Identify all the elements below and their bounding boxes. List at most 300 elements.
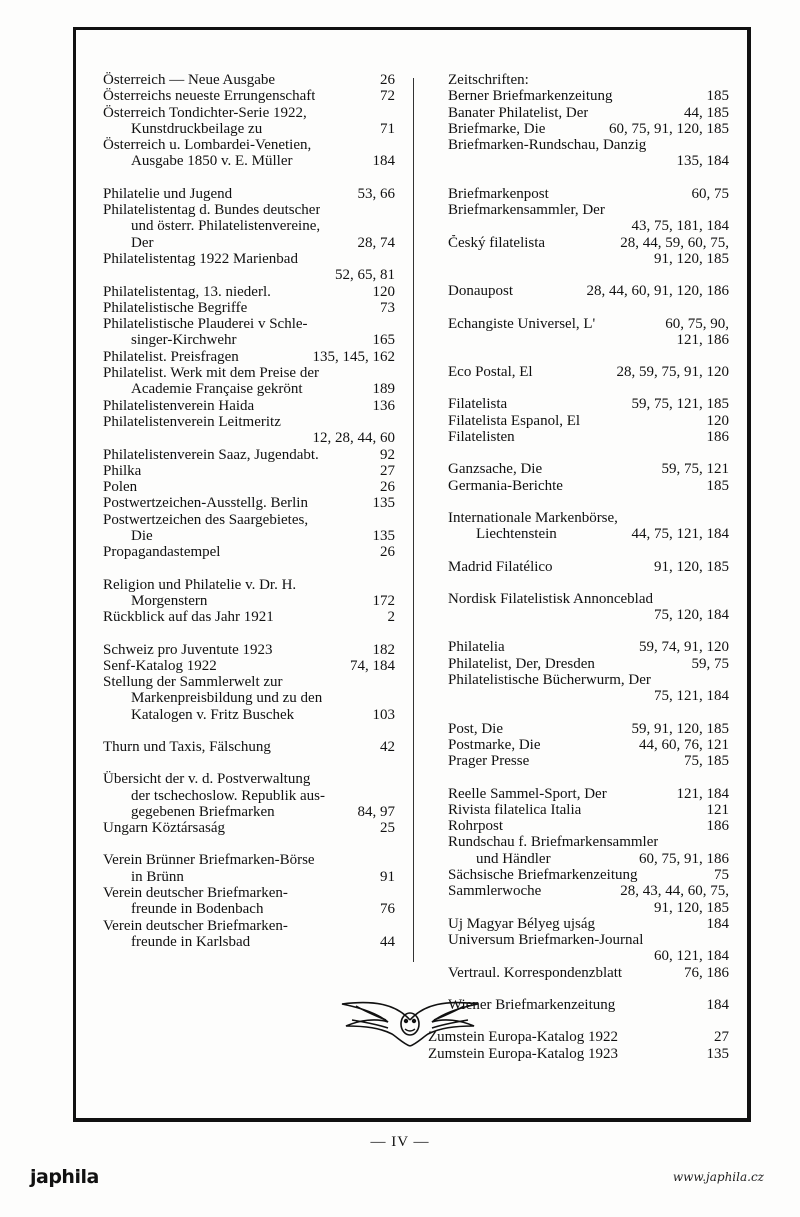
entry-title: Rivista filatelica Italia xyxy=(448,801,582,818)
index-block xyxy=(448,997,729,1013)
index-block xyxy=(448,316,729,349)
entry-line xyxy=(103,739,395,755)
entry-title: Österreich Tondichter-Serie 1922, xyxy=(103,104,307,121)
entry-line xyxy=(448,559,729,575)
entry-pages: 189 xyxy=(372,381,395,398)
entry-title: Germania-Berichte xyxy=(448,477,563,494)
entry-pages: 44, 75, 121, 184 xyxy=(631,526,729,543)
entry-pages: 60, 121, 184 xyxy=(654,948,729,965)
entry-line xyxy=(103,218,395,234)
entry-pages: 27 xyxy=(380,462,395,479)
entry-title: Postwertzeichen des Saargebietes, xyxy=(103,511,309,528)
entry-title: Ausgabe 1850 v. E. Müller xyxy=(131,153,293,170)
entry-title: Briefmarken-Rundschau, Danzig xyxy=(448,137,647,154)
entry-pages: 92 xyxy=(380,446,395,463)
index-block xyxy=(103,852,395,950)
entry-pages: 184 xyxy=(372,153,395,170)
entry-title: Polen xyxy=(103,479,138,496)
entry-title: und österr. Philatelistenvereine, xyxy=(131,218,321,235)
entry-line xyxy=(103,609,395,625)
index-entry xyxy=(103,251,395,284)
entry-line xyxy=(448,396,729,412)
index-block xyxy=(103,642,395,723)
entry-pages: 59, 75, 121 xyxy=(661,461,729,478)
entry-title: Vertraul. Korrespondenzblatt xyxy=(448,964,623,981)
entry-title: Postmarke, Die xyxy=(448,736,541,753)
entry-line xyxy=(103,137,395,153)
entry-line xyxy=(448,413,729,429)
entry-title: Echangiste Universel, L' xyxy=(448,315,596,332)
entry-line xyxy=(103,577,395,593)
entry-title: Philatelist, Der, Dresden xyxy=(448,655,595,672)
index-entry xyxy=(103,349,395,365)
entry-title: Thurn und Taxis, Fälschung xyxy=(103,738,271,755)
entry-line xyxy=(103,235,395,251)
entry-line xyxy=(448,672,729,688)
entry-title: Filatelista Espanol, El xyxy=(448,412,581,429)
entry-line xyxy=(448,429,729,445)
index-entry xyxy=(103,479,395,495)
entry-line xyxy=(448,461,729,477)
entry-title: Banater Philatelist, Der xyxy=(448,104,589,121)
index-entry xyxy=(103,512,395,545)
entry-title: Verein Brünner Briefmarken-Börse xyxy=(103,852,315,869)
index-block xyxy=(448,396,729,445)
entry-line xyxy=(448,737,729,753)
index-entry xyxy=(448,834,729,867)
entry-pages: 182 xyxy=(372,641,395,658)
entry-pages: 12, 28, 44, 60 xyxy=(312,430,395,447)
index-column-left xyxy=(103,72,395,966)
entry-pages: 172 xyxy=(372,592,395,609)
entry-title: Eco Postal, El xyxy=(448,364,533,381)
entry-line xyxy=(448,802,729,818)
entry-title: Madrid Filatélico xyxy=(448,558,553,575)
entry-title: Uj Magyar Bélyeg ujság xyxy=(448,915,596,932)
entry-pages: 28, 59, 75, 91, 120 xyxy=(616,364,729,381)
index-entry xyxy=(103,739,395,755)
entry-title: Katalogen v. Fritz Buschek xyxy=(131,706,295,723)
entry-title: Universum Briefmarken-Journal xyxy=(448,932,644,949)
entry-line xyxy=(103,202,395,218)
index-entry xyxy=(103,72,395,88)
entry-pages: 75 xyxy=(714,866,729,883)
entry-title: Wiener Briefmarkenzeitung xyxy=(448,997,616,1014)
entry-title: Markenpreisbildung und zu den xyxy=(131,690,323,707)
entry-title: Propagandastempel xyxy=(103,544,221,561)
entry-line xyxy=(448,948,729,964)
index-entry xyxy=(448,916,729,932)
entry-title: Briefmarkenpost xyxy=(448,185,549,202)
entry-pages: 185 xyxy=(706,88,729,105)
index-entry xyxy=(448,235,729,268)
index-entry xyxy=(103,544,395,560)
entry-title: Academie Française gekrönt xyxy=(131,381,303,398)
entry-pages: 135, 184 xyxy=(676,153,729,170)
entry-line xyxy=(448,218,729,234)
index-entry xyxy=(448,510,729,543)
entry-line xyxy=(103,88,395,104)
index-entry xyxy=(448,283,729,299)
entry-pages: 28, 44, 59, 60, 75, xyxy=(620,234,729,251)
index-column-right xyxy=(428,72,729,1078)
entry-line xyxy=(103,251,395,267)
index-entry xyxy=(448,818,729,834)
entry-line xyxy=(103,918,395,934)
index-entry xyxy=(103,137,395,170)
index-entry xyxy=(103,642,395,658)
entry-line xyxy=(448,316,729,332)
entry-title: Briefmarke, Die xyxy=(448,120,546,137)
index-entry xyxy=(103,398,395,414)
entry-line xyxy=(103,674,395,690)
entry-line xyxy=(103,316,395,332)
entry-pages: 60, 75, 91, 186 xyxy=(639,850,729,867)
index-entry xyxy=(448,559,729,575)
entry-pages: 184 xyxy=(706,997,729,1014)
entry-pages: 44, 185 xyxy=(684,104,729,121)
index-entry xyxy=(448,883,729,916)
index-block xyxy=(448,786,729,982)
entry-pages: 84, 97 xyxy=(357,803,395,820)
entry-line xyxy=(448,121,729,137)
entry-pages: 165 xyxy=(372,332,395,349)
index-entry xyxy=(448,186,729,202)
entry-line xyxy=(103,934,395,950)
entry-line xyxy=(448,251,729,267)
entry-pages: 120 xyxy=(706,412,729,429)
entry-line xyxy=(103,284,395,300)
index-entry xyxy=(103,885,395,918)
index-entry xyxy=(448,965,729,981)
index-entry xyxy=(103,284,395,300)
entry-pages: 91 xyxy=(380,868,395,885)
index-entry xyxy=(448,121,729,137)
page-number: — IV — xyxy=(370,1134,430,1150)
entry-line xyxy=(448,478,729,494)
entry-title: der tschechoslow. Republik aus- xyxy=(131,787,325,804)
entry-title: Philatelistenverein Leitmeritz xyxy=(103,413,281,430)
entry-title: Kunstdruckbeilage zu xyxy=(131,120,263,137)
entry-line xyxy=(448,753,729,769)
entry-line xyxy=(448,105,729,121)
entry-title: Sächsische Briefmarkenzeitung xyxy=(448,866,638,883)
entry-pages: 75, 120, 184 xyxy=(654,607,729,624)
entry-line xyxy=(103,398,395,414)
index-entry xyxy=(448,461,729,477)
index-block xyxy=(448,72,729,170)
index-entry xyxy=(448,202,729,235)
index-block xyxy=(103,72,395,170)
entry-title: Reelle Sammel-Sport, Der xyxy=(448,785,607,802)
index-entry xyxy=(448,672,729,705)
index-entry xyxy=(448,413,729,429)
entry-pages: 135 xyxy=(706,1045,729,1062)
index-block xyxy=(448,591,729,624)
entry-pages: 135 xyxy=(372,495,395,512)
index-entry xyxy=(103,316,395,349)
entry-line xyxy=(103,593,395,609)
index-entry xyxy=(448,364,729,380)
index-entry xyxy=(103,495,395,511)
entry-pages: 184 xyxy=(706,915,729,932)
entry-title: Ganzsache, Die xyxy=(448,461,543,478)
entry-line xyxy=(103,642,395,658)
index-entry xyxy=(448,656,729,672)
index-entry xyxy=(103,300,395,316)
entry-line xyxy=(103,771,395,787)
entry-line xyxy=(103,349,395,365)
entry-line xyxy=(103,852,395,868)
entry-title: Philatelistentag d. Bundes deutscher xyxy=(103,202,321,219)
entry-pages: 28, 44, 60, 91, 120, 186 xyxy=(586,283,729,300)
index-entry xyxy=(448,105,729,121)
entry-pages: 120 xyxy=(372,283,395,300)
entry-line xyxy=(448,639,729,655)
entry-title: Verein deutscher Briefmarken- xyxy=(103,917,288,934)
index-entry xyxy=(103,463,395,479)
entry-line xyxy=(448,834,729,850)
entry-title: Österreichs neueste Errungenschaft xyxy=(103,88,316,105)
index-block xyxy=(448,364,729,380)
index-entry xyxy=(448,753,729,769)
entry-line xyxy=(448,688,729,704)
entry-pages: 91, 120, 185 xyxy=(654,250,729,267)
entry-title: Berner Briefmarkenzeitung xyxy=(448,88,613,105)
entry-pages: 43, 75, 181, 184 xyxy=(631,218,729,235)
index-block xyxy=(103,739,395,755)
index-entry xyxy=(448,786,729,802)
index-entry xyxy=(448,429,729,445)
index-block xyxy=(448,510,729,543)
entry-pages: 186 xyxy=(706,429,729,446)
index-entry xyxy=(448,802,729,818)
entry-line xyxy=(448,997,729,1013)
entry-line xyxy=(448,235,729,251)
entry-title: in Brünn xyxy=(131,868,184,885)
entry-pages: 103 xyxy=(372,706,395,723)
entry-title: Senf-Katalog 1922 xyxy=(103,657,217,674)
entry-title: Postwertzeichen-Ausstellg. Berlin xyxy=(103,495,308,512)
entry-title: und Händler xyxy=(476,850,551,867)
entry-pages: 25 xyxy=(380,820,395,837)
entry-line xyxy=(103,447,395,463)
entry-title: Ungarn Köztársaság xyxy=(103,820,226,837)
entry-title: Sammlerwoche xyxy=(448,883,542,900)
entry-pages: 135, 145, 162 xyxy=(312,348,395,365)
index-entry xyxy=(448,478,729,494)
entry-title: Österreich — Neue Ausgabe xyxy=(103,72,276,88)
entry-line xyxy=(103,512,395,528)
entry-title: Zumstein Europa-Katalog 1922 xyxy=(428,1029,618,1046)
entry-line xyxy=(103,267,395,283)
entry-line xyxy=(448,510,729,526)
entry-pages: 52, 65, 81 xyxy=(335,267,395,284)
index-entry xyxy=(103,447,395,463)
entry-pages: 75, 121, 184 xyxy=(654,688,729,705)
entry-pages: 121, 186 xyxy=(676,331,729,348)
entry-line xyxy=(103,901,395,917)
index-entry xyxy=(448,867,729,883)
entry-title: Der xyxy=(131,234,154,251)
index-block xyxy=(448,721,729,770)
index-entry xyxy=(103,105,395,138)
entry-line xyxy=(103,820,395,836)
entry-line xyxy=(448,818,729,834)
index-block xyxy=(103,771,395,836)
entry-pages: 60, 75 xyxy=(691,185,729,202)
index-block xyxy=(448,186,729,267)
entry-title: Rohrpost xyxy=(448,818,504,835)
index-entry xyxy=(103,658,395,674)
entry-line xyxy=(103,463,395,479)
entry-line xyxy=(448,916,729,932)
entry-line xyxy=(448,786,729,802)
entry-pages: 59, 91, 120, 185 xyxy=(631,720,729,737)
entry-pages: 185 xyxy=(706,477,729,494)
entry-pages: 26 xyxy=(380,544,395,561)
entry-line xyxy=(103,869,395,885)
entry-title: Verein deutscher Briefmarken- xyxy=(103,885,288,902)
entry-line xyxy=(448,721,729,737)
entry-line xyxy=(103,365,395,381)
entry-line xyxy=(448,883,729,899)
entry-line xyxy=(448,153,729,169)
index-block xyxy=(448,461,729,494)
entry-title: Rückblick auf das Jahr 1921 xyxy=(103,609,274,626)
entry-title: gegebenen Briefmarken xyxy=(131,803,275,820)
entry-pages: 135 xyxy=(372,528,395,545)
entry-pages: 59, 74, 91, 120 xyxy=(639,639,729,656)
entry-pages: 27 xyxy=(714,1029,729,1046)
entry-title: Philatelie und Jugend xyxy=(103,185,233,202)
entry-line xyxy=(448,332,729,348)
entry-line xyxy=(448,202,729,218)
index-block xyxy=(448,283,729,299)
index-entry xyxy=(103,365,395,398)
entry-pages: 59, 75 xyxy=(691,655,729,672)
entry-line xyxy=(448,965,729,981)
entry-title: Philatelistenverein Saaz, Jugendabt. xyxy=(103,446,319,463)
entry-line xyxy=(103,495,395,511)
brand-logo: japhila xyxy=(30,1166,99,1188)
entry-pages: 42 xyxy=(380,738,395,755)
entry-title: Philatelistische Begriffe xyxy=(103,299,248,316)
entry-title: Filatelisten xyxy=(448,429,515,446)
entry-line xyxy=(103,105,395,121)
index-block xyxy=(448,559,729,575)
entry-pages: 91, 120, 185 xyxy=(654,558,729,575)
entry-title: Philatelistenverein Haida xyxy=(103,397,255,414)
entry-pages: 75, 185 xyxy=(684,753,729,770)
entry-pages: 72 xyxy=(380,88,395,105)
entry-title: Rundschau f. Briefmarkensammler xyxy=(448,834,659,851)
entry-title: Donaupost xyxy=(448,283,513,300)
column-divider xyxy=(413,78,414,962)
index-entry xyxy=(103,820,395,836)
entry-line xyxy=(103,121,395,137)
entry-title: Die xyxy=(131,528,153,545)
entry-line xyxy=(103,332,395,348)
entry-title: Philka xyxy=(103,462,142,479)
index-entry xyxy=(103,88,395,104)
entry-line xyxy=(448,932,729,948)
entry-pages: 26 xyxy=(380,479,395,496)
entry-title: Übersicht der v. d. Postverwaltung xyxy=(103,771,311,788)
entry-line xyxy=(448,88,729,104)
entry-line xyxy=(103,707,395,723)
entry-title: Briefmarkensammler, Der xyxy=(448,202,605,219)
entry-title: freunde in Karlsbad xyxy=(131,933,251,950)
entry-title: Internationale Markenbörse, xyxy=(448,509,618,526)
index-entry xyxy=(448,316,729,349)
entry-title: Philatelistentag 1922 Marienbad xyxy=(103,250,298,267)
entry-line xyxy=(448,283,729,299)
entry-line xyxy=(103,804,395,820)
entry-title: Zumstein Europa-Katalog 1923 xyxy=(428,1045,618,1062)
ornament-vignette xyxy=(336,990,484,1050)
entry-pages: 121 xyxy=(706,801,729,818)
index-entry xyxy=(448,639,729,655)
entry-line xyxy=(103,690,395,706)
entry-pages: 121, 184 xyxy=(676,785,729,802)
entry-pages: 53, 66 xyxy=(357,185,395,202)
entry-line xyxy=(103,153,395,169)
entry-pages: 44 xyxy=(380,933,395,950)
entry-pages: 73 xyxy=(380,299,395,316)
entry-pages: 2 xyxy=(387,609,395,626)
entry-pages: 60, 75, 90, xyxy=(665,315,729,332)
entry-line xyxy=(103,381,395,397)
entry-line xyxy=(103,528,395,544)
entry-line xyxy=(448,186,729,202)
entry-title: Prager Presse xyxy=(448,753,530,770)
entry-title: Nordisk Filatelistisk Annonceblad xyxy=(448,590,653,607)
entry-line xyxy=(103,186,395,202)
entry-line xyxy=(448,867,729,883)
index-entry xyxy=(103,918,395,951)
index-entry xyxy=(448,997,729,1013)
index-entry xyxy=(103,202,395,251)
index-entry xyxy=(448,932,729,965)
entry-title: Philatelistische Plauderei v Schle- xyxy=(103,316,308,333)
entry-pages: 74, 184 xyxy=(350,657,395,674)
entry-title: Österreich u. Lombardei-Venetien, xyxy=(103,137,312,154)
index-entry xyxy=(103,414,395,447)
entry-pages: 76, 186 xyxy=(684,964,729,981)
entry-title: Český filatelista xyxy=(448,234,546,251)
entry-pages: 71 xyxy=(380,120,395,137)
index-entry xyxy=(448,88,729,104)
section-heading: Zeitschriften: xyxy=(448,72,529,88)
entry-line xyxy=(448,364,729,380)
entry-pages: 28, 43, 44, 60, 75, xyxy=(620,883,729,900)
brand-url[interactable]: www.japhila.cz xyxy=(672,1170,764,1184)
entry-line xyxy=(448,656,729,672)
entry-title: Stellung der Sammlerwelt zur xyxy=(103,674,283,691)
index-entry xyxy=(103,674,395,723)
entry-line xyxy=(103,788,395,804)
entry-line xyxy=(448,900,729,916)
entry-pages: 136 xyxy=(372,397,395,414)
entry-line xyxy=(448,607,729,623)
index-block xyxy=(103,577,395,626)
entry-line xyxy=(103,300,395,316)
index-entry xyxy=(448,137,729,170)
entry-line xyxy=(448,137,729,153)
index-entry xyxy=(103,609,395,625)
entry-pages: 59, 75, 121, 185 xyxy=(631,396,729,413)
